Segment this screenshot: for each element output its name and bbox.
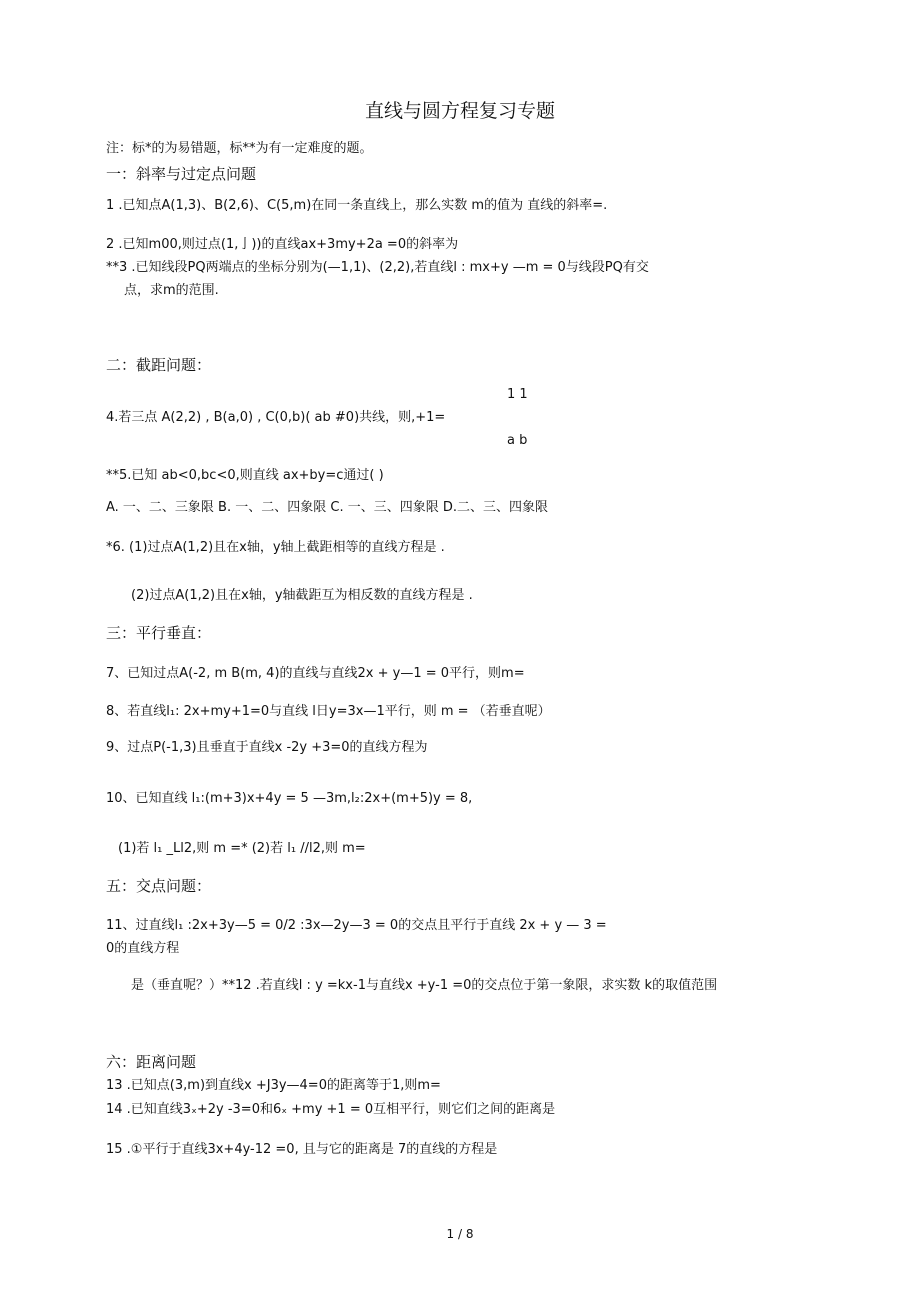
problem-11-line-1: 11、过直线l₁ :2x+3y—5 = 0/2 :3x—2y—3 = 0的交点且平行于直线 2x + y — 3 = xyxy=(106,918,607,933)
section-heading-1: 一：斜率与过定点问题 xyxy=(106,165,257,183)
problem-7: 7、已知过点A(-2, m B(m, 4)的直线与直线2x + y—1 = 0平行，则m= xyxy=(106,666,525,681)
problem-4: 4.若三点 A(2,2) , B(a,0) , C(0,b)( ab #0)共线，则,+1= xyxy=(106,410,446,425)
problem-14: 14 .已知直线3ₓ+2y -3=0和6ₓ +my +1 = 0互相平行，则它们之间的距离是 xyxy=(106,1102,556,1117)
fraction-denominators: a b xyxy=(507,433,528,448)
problem-3-line-2: 点，求m的范围. xyxy=(124,283,219,298)
problem-8: 8、若直线l₁: 2x+my+1=0与直线 l日y=3x—1平行，则 m = （若垂直呢） xyxy=(106,704,551,719)
problem-2: 2 .已知m00,则过点(1,亅))的直线ax+3my+2a =0的斜率为 xyxy=(106,237,459,252)
page-number: 1 / 8 xyxy=(446,1227,474,1241)
section-heading-3: 三：平行垂直： xyxy=(106,624,212,642)
problem-10-line-2: (1)若 l₁ _Ll2,则 m =* (2)若 l₁ //l2,则 m= xyxy=(118,841,366,856)
problem-5-options: A. 一、二、三象限 B. 一、二、四象限 C. 一、三、四象限 D.二、三、四象限 xyxy=(106,500,548,515)
note: 注：标*的为易错题，标**为有一定难度的题。 xyxy=(106,141,373,156)
fraction-numerators: 1 1 xyxy=(507,387,528,402)
problem-5: **5.已知 ab<0,bc<0,则直线 ax+by=c通过( ) xyxy=(106,468,384,483)
problem-1: 1 .已知点A(1,3)、B(2,6)、C(5,m)在同一条直线上，那么实数 m的值为 直线的斜率=. xyxy=(106,198,608,213)
problem-15: 15 .①平行于直线3x+4y-12 =0, 且与它的距离是 7的直线的方程是 xyxy=(106,1142,498,1157)
problem-6-part-1: *6. (1)过点A(1,2)且在x轴，y轴上截距相等的直线方程是 . xyxy=(106,540,445,555)
problem-11-12-line: 是（垂直呢？）**12 .若直线l : y =kx-1与直线x +y-1 =0的交点位于第一象限，求实数 k的取值范围 xyxy=(131,978,718,993)
problem-13: 13 .已知点(3,m)到直线x +J3y—4=0的距离等于1,则m= xyxy=(106,1078,441,1093)
section-heading-2: 二：截距问题： xyxy=(106,356,212,374)
section-heading-5: 五：交点问题： xyxy=(106,877,212,895)
page-title: 直线与圆方程复习专题 xyxy=(364,100,555,122)
section-heading-6: 六：距离问题 xyxy=(106,1053,197,1071)
problem-11-line-2: 0的直线方程 xyxy=(106,941,180,956)
problem-10-line-1: 10、已知直线 l₁:(m+3)x+4y = 5 —3m,l₂:2x+(m+5)y = 8, xyxy=(106,791,473,806)
problem-6-part-2: (2)过点A(1,2)且在x轴，y轴截距互为相反数的直线方程是 . xyxy=(131,588,473,603)
problem-9: 9、过点P(-1,3)且垂直于直线x -2y +3=0的直线方程为 xyxy=(106,740,428,755)
problem-3-line-1: **3 .已知线段PQ两端点的坐标分别为(—1,1)、(2,2),若直线l : mx+y —m = 0与线段PQ有交 xyxy=(106,260,649,275)
